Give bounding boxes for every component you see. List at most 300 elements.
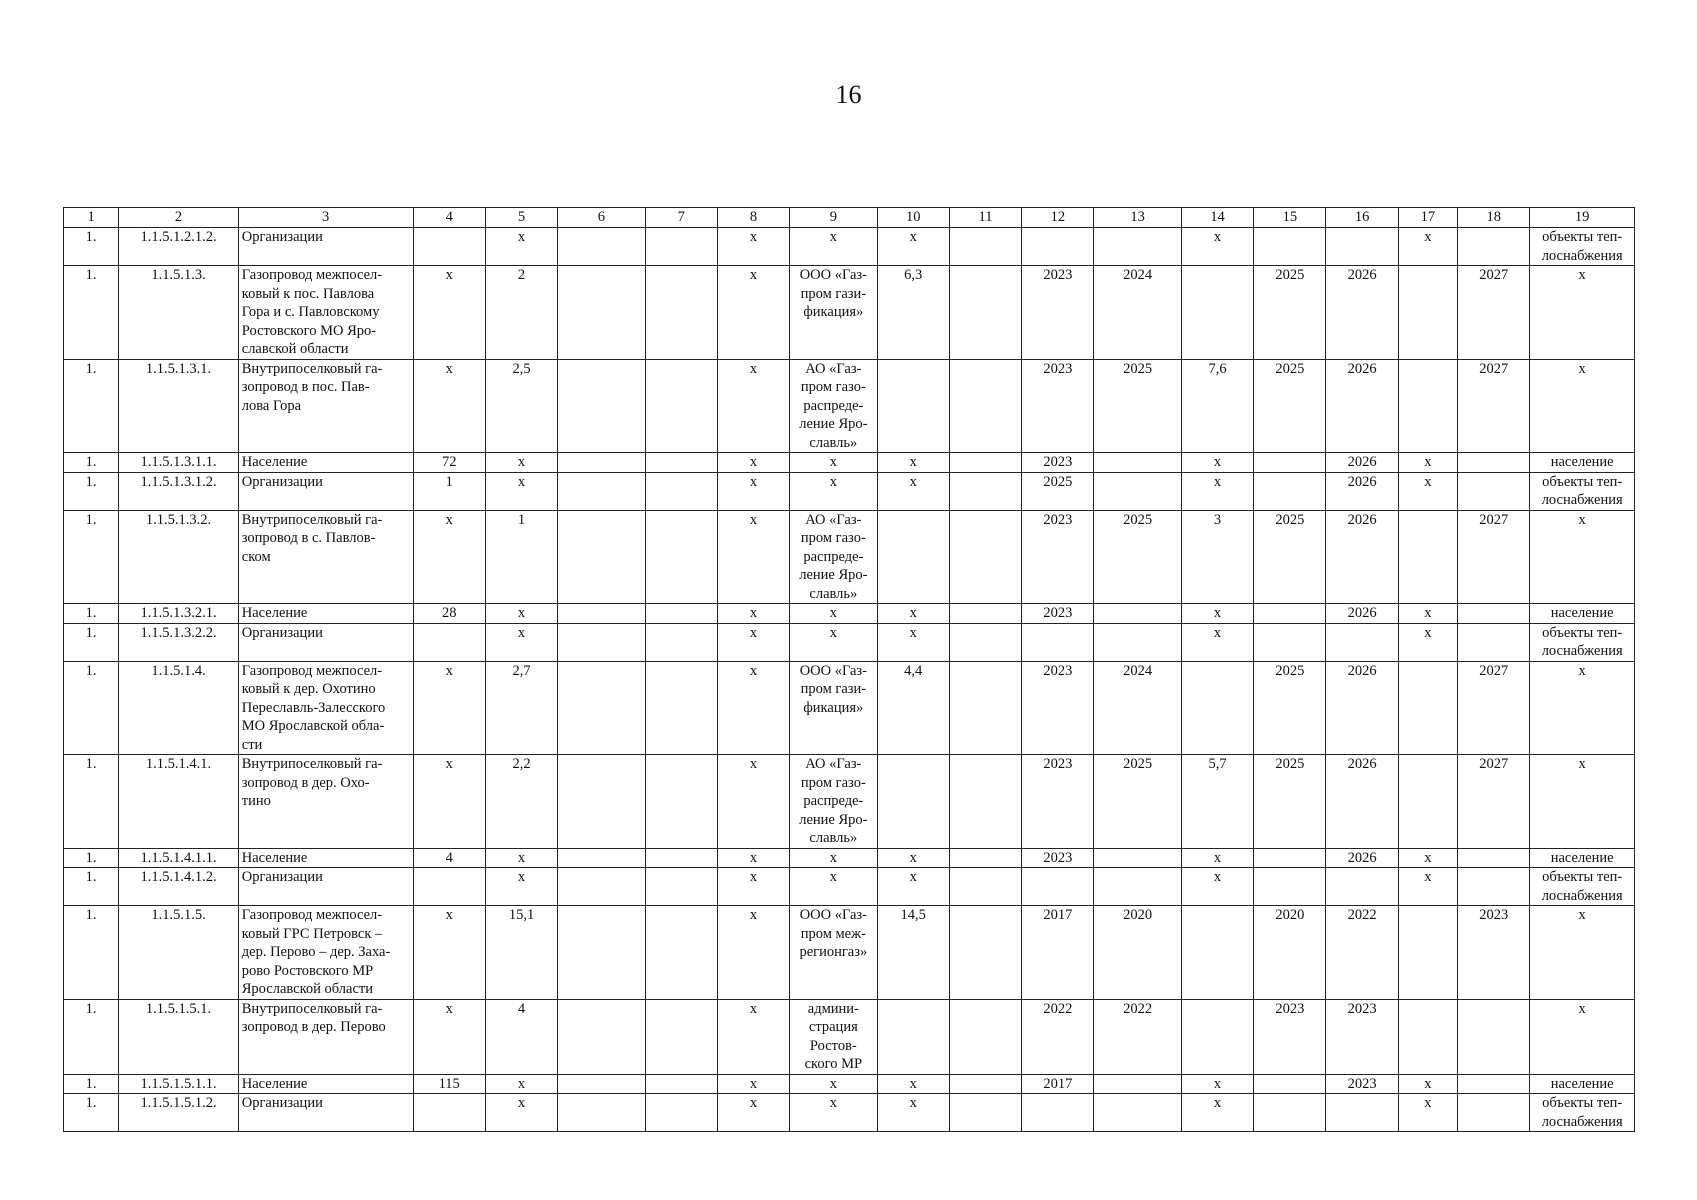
column-header: 1 [64, 208, 119, 228]
table-cell [645, 848, 717, 868]
table-cell [1458, 623, 1530, 661]
table-cell: 2025 [1254, 266, 1326, 360]
table-cell: Организации [238, 228, 413, 266]
column-header: 14 [1181, 208, 1253, 228]
table-cell [949, 848, 1021, 868]
table-cell: х [485, 453, 557, 473]
table-cell: х [790, 868, 877, 906]
table-row [64, 510, 1635, 604]
table-cell [645, 510, 717, 604]
table-cell [558, 868, 645, 906]
table-cell [645, 661, 717, 755]
table-cell: 1. [64, 228, 119, 266]
table-cell: х [717, 1074, 789, 1094]
table-cell [1398, 755, 1457, 849]
table-cell: 1. [64, 906, 119, 1000]
table-cell: 1. [64, 1074, 119, 1094]
table-row [64, 661, 1635, 755]
table-cell: 1 [413, 472, 485, 510]
table-cell [1094, 623, 1181, 661]
table-row [64, 266, 1635, 360]
table-cell: 1.1.5.1.4. [119, 661, 239, 755]
table-cell [949, 906, 1021, 1000]
table-cell: 2025 [1094, 510, 1181, 604]
table-cell: 4,4 [877, 661, 949, 755]
table-cell: 2026 [1326, 604, 1398, 624]
table-cell: Население [238, 604, 413, 624]
table-cell [558, 661, 645, 755]
table-cell: админи- страция Ростов- ского МР [790, 999, 877, 1074]
table-cell [1094, 1094, 1181, 1132]
table-cell: х [485, 848, 557, 868]
table-cell: х [1181, 453, 1253, 473]
table-cell: 72 [413, 453, 485, 473]
table-cell: х [1398, 848, 1457, 868]
table-cell: 2023 [1022, 266, 1094, 360]
table-cell: 1.1.5.1.4.1.1. [119, 848, 239, 868]
data-table [63, 207, 1635, 1132]
table-cell [1458, 1074, 1530, 1094]
table-cell: х [1181, 1074, 1253, 1094]
table-cell: х [717, 623, 789, 661]
table-cell [1398, 661, 1457, 755]
table-cell [558, 453, 645, 473]
table-cell: х [1398, 604, 1457, 624]
table-cell: ООО «Газ- пром меж- регионгаз» [790, 906, 877, 1000]
table-cell [949, 510, 1021, 604]
table-cell: х [1181, 228, 1253, 266]
table-cell: 1. [64, 755, 119, 849]
table-cell [1326, 623, 1398, 661]
table-cell: 2027 [1458, 359, 1530, 453]
header-row [64, 208, 1635, 228]
table-cell [1458, 604, 1530, 624]
table-cell: х [413, 266, 485, 360]
table-cell [1094, 472, 1181, 510]
table-cell: х [790, 623, 877, 661]
table-cell [1326, 868, 1398, 906]
table-cell: Внутрипоселковый га- зопровод в пос. Пав- лова Гора [238, 359, 413, 453]
table-cell: х [1530, 266, 1635, 360]
table-cell: х [485, 472, 557, 510]
table-cell: 2023 [1022, 510, 1094, 604]
table-cell: 1.1.5.1.4.1.2. [119, 868, 239, 906]
table-cell: 2023 [1022, 755, 1094, 849]
table-cell: Организации [238, 472, 413, 510]
table-cell: 15,1 [485, 906, 557, 1000]
table-cell: Газопровод межпосел- ковый ГРС Петровск – дер. Перово – дер. Заха- рово Ростовского МР Ярославской области [238, 906, 413, 1000]
table-cell: 2026 [1326, 661, 1398, 755]
table-cell: 2027 [1458, 755, 1530, 849]
table-row [64, 1074, 1635, 1094]
table-cell: Внутрипоселковый га- зопровод в дер. Перово [238, 999, 413, 1074]
table-cell: х [877, 1094, 949, 1132]
table-cell: 1.1.5.1.5. [119, 906, 239, 1000]
table-cell: 2025 [1254, 510, 1326, 604]
table-cell: население [1530, 604, 1635, 624]
table-cell: 3 [1181, 510, 1253, 604]
table-cell: 2023 [1254, 999, 1326, 1074]
table-cell [877, 510, 949, 604]
page-number: 16 [835, 80, 862, 109]
table-cell: х [1530, 359, 1635, 453]
table-cell: х [413, 906, 485, 1000]
table-cell: х [717, 266, 789, 360]
table-cell [1326, 228, 1398, 266]
column-header: 4 [413, 208, 485, 228]
table-cell [949, 999, 1021, 1074]
table-cell: х [717, 510, 789, 604]
column-header: 11 [949, 208, 1021, 228]
table-cell [1022, 228, 1094, 266]
column-header: 7 [645, 208, 717, 228]
table-cell [558, 472, 645, 510]
table-cell: х [413, 755, 485, 849]
table-cell: х [877, 848, 949, 868]
table-cell: 2024 [1094, 661, 1181, 755]
table-cell: 1.1.5.1.4.1. [119, 755, 239, 849]
table-cell [1094, 1074, 1181, 1094]
table-cell [1458, 453, 1530, 473]
column-header: 17 [1398, 208, 1457, 228]
table-cell: х [413, 661, 485, 755]
table-cell: ООО «Газ- пром гази- фикация» [790, 661, 877, 755]
column-header: 6 [558, 208, 645, 228]
table-cell: Население [238, 848, 413, 868]
table-cell: х [717, 661, 789, 755]
table-cell: 1. [64, 604, 119, 624]
table-cell: 1. [64, 848, 119, 868]
table-cell: х [1530, 906, 1635, 1000]
table-cell: 1.1.5.1.2.1.2. [119, 228, 239, 266]
table-cell: 1. [64, 453, 119, 473]
table-cell: х [1181, 1094, 1253, 1132]
table-cell [1022, 868, 1094, 906]
table-cell: х [485, 228, 557, 266]
table-cell: 1. [64, 359, 119, 453]
table-cell [558, 266, 645, 360]
table-cell: 2027 [1458, 661, 1530, 755]
table-cell: х [717, 604, 789, 624]
table-cell [1458, 1094, 1530, 1132]
table-cell [558, 1074, 645, 1094]
table-cell: х [1530, 510, 1635, 604]
table-cell: АО «Газ- пром газо- распреде- ление Яро- славль» [790, 755, 877, 849]
table-row [64, 906, 1635, 1000]
table-cell [1398, 510, 1457, 604]
table-cell: х [790, 472, 877, 510]
table-cell [949, 359, 1021, 453]
table-cell: 7,6 [1181, 359, 1253, 453]
table-cell [1254, 623, 1326, 661]
table-cell [1254, 604, 1326, 624]
table-cell [1181, 999, 1253, 1074]
table-cell: х [717, 228, 789, 266]
table-cell [1254, 1074, 1326, 1094]
table-cell: АО «Газ- пром газо- распреде- ление Яро- славль» [790, 510, 877, 604]
table-cell [1398, 359, 1457, 453]
table-row [64, 1094, 1635, 1132]
table-cell: 2026 [1326, 472, 1398, 510]
table-cell [877, 755, 949, 849]
column-header: 12 [1022, 208, 1094, 228]
table-cell: х [485, 1094, 557, 1132]
table-cell: 1 [485, 510, 557, 604]
table-cell [645, 604, 717, 624]
table-cell: население [1530, 453, 1635, 473]
table-cell: х [717, 453, 789, 473]
table-cell: х [1530, 999, 1635, 1074]
table-cell: население [1530, 1074, 1635, 1094]
table-cell [877, 359, 949, 453]
table-cell [1181, 906, 1253, 1000]
table-cell: объекты теп- лоснабжения [1530, 228, 1635, 266]
table-cell [949, 623, 1021, 661]
column-header: 2 [119, 208, 239, 228]
table-cell: х [877, 472, 949, 510]
table-cell: х [1530, 661, 1635, 755]
column-header: 18 [1458, 208, 1530, 228]
table-cell: 2023 [1022, 453, 1094, 473]
table-cell: 2024 [1094, 266, 1181, 360]
table-cell: 1.1.5.1.3.2. [119, 510, 239, 604]
table-cell: х [1398, 228, 1457, 266]
table-cell [558, 999, 645, 1074]
table-cell: 6,3 [877, 266, 949, 360]
table-cell: х [1398, 868, 1457, 906]
table-cell: 2027 [1458, 510, 1530, 604]
table-cell: х [1181, 848, 1253, 868]
table-cell: 5,7 [1181, 755, 1253, 849]
table-cell [1458, 228, 1530, 266]
table-cell [413, 868, 485, 906]
table-cell [949, 1094, 1021, 1132]
table-cell: х [1181, 604, 1253, 624]
table-cell: х [485, 623, 557, 661]
table-cell: х [877, 623, 949, 661]
table-cell: х [1398, 1094, 1457, 1132]
table-cell: 1.1.5.1.3. [119, 266, 239, 360]
table-row [64, 868, 1635, 906]
table-cell: 2026 [1326, 453, 1398, 473]
table-cell: х [717, 755, 789, 849]
table-cell: х [1398, 472, 1457, 510]
table-cell [1458, 868, 1530, 906]
table-cell [1254, 472, 1326, 510]
table-cell: 2026 [1326, 359, 1398, 453]
table-cell: ООО «Газ- пром гази- фикация» [790, 266, 877, 360]
table-cell [645, 1094, 717, 1132]
table-cell: 1.1.5.1.3.1.1. [119, 453, 239, 473]
table-cell: 2,7 [485, 661, 557, 755]
table-cell: х [413, 999, 485, 1074]
table-cell [1398, 906, 1457, 1000]
table-row [64, 999, 1635, 1074]
table-cell [949, 472, 1021, 510]
table-cell: 1.1.5.1.5.1.2. [119, 1094, 239, 1132]
table-cell: х [717, 999, 789, 1074]
table-cell: х [877, 868, 949, 906]
table-cell: х [717, 848, 789, 868]
table-cell: 1. [64, 266, 119, 360]
table-cell [645, 266, 717, 360]
table-cell: 28 [413, 604, 485, 624]
table-cell: Население [238, 1074, 413, 1094]
table-cell: х [485, 604, 557, 624]
table-cell: х [413, 359, 485, 453]
table-cell: х [1398, 1074, 1457, 1094]
table-cell: х [877, 228, 949, 266]
table-cell [1254, 868, 1326, 906]
column-header: 13 [1094, 208, 1181, 228]
table-cell: х [1398, 453, 1457, 473]
table-cell: 2025 [1094, 359, 1181, 453]
table-row [64, 848, 1635, 868]
table-cell: 1.1.5.1.3.2.2. [119, 623, 239, 661]
table-cell [1326, 1094, 1398, 1132]
table-row [64, 755, 1635, 849]
table-cell: 1.1.5.1.3.1.2. [119, 472, 239, 510]
table-cell: 1. [64, 661, 119, 755]
table-cell [558, 359, 645, 453]
table-row [64, 228, 1635, 266]
column-header: 8 [717, 208, 789, 228]
table-cell: 1.1.5.1.3.2.1. [119, 604, 239, 624]
table-cell [1458, 848, 1530, 868]
table-cell: х [485, 868, 557, 906]
table-cell [1094, 228, 1181, 266]
table-cell: 2023 [1458, 906, 1530, 1000]
table-cell: х [1181, 623, 1253, 661]
table-cell: х [717, 1094, 789, 1132]
table-cell: 115 [413, 1074, 485, 1094]
table-cell [949, 266, 1021, 360]
table-cell [645, 359, 717, 453]
table-cell: 1. [64, 510, 119, 604]
table-cell: х [717, 906, 789, 1000]
table-cell: 2026 [1326, 848, 1398, 868]
table-cell: х [877, 604, 949, 624]
table-cell [949, 1074, 1021, 1094]
table-cell: 14,5 [877, 906, 949, 1000]
table-cell: Внутрипоселковый га- зопровод в дер. Охо- тино [238, 755, 413, 849]
table-cell: 2026 [1326, 266, 1398, 360]
table-cell: х [1181, 472, 1253, 510]
table-cell [949, 453, 1021, 473]
table-cell [949, 228, 1021, 266]
table-cell: х [790, 1094, 877, 1132]
table-cell [949, 755, 1021, 849]
table-cell [558, 228, 645, 266]
table-cell: х [790, 604, 877, 624]
table-cell: 2027 [1458, 266, 1530, 360]
table-cell: 2022 [1326, 906, 1398, 1000]
table-cell: 2023 [1022, 661, 1094, 755]
table-cell: 1. [64, 1094, 119, 1132]
table-cell: 2,5 [485, 359, 557, 453]
table-cell [558, 1094, 645, 1132]
table-cell: 2023 [1326, 999, 1398, 1074]
table-row [64, 623, 1635, 661]
table-cell: Организации [238, 1094, 413, 1132]
table-cell [1458, 999, 1530, 1074]
table-cell: х [790, 228, 877, 266]
table-cell [558, 906, 645, 1000]
table-cell [413, 623, 485, 661]
table-cell: население [1530, 848, 1635, 868]
table-cell: 1.1.5.1.3.1. [119, 359, 239, 453]
table-row [64, 472, 1635, 510]
table-cell [645, 453, 717, 473]
table-cell: 2026 [1326, 510, 1398, 604]
table-cell: 2025 [1254, 359, 1326, 453]
table-cell: 2025 [1022, 472, 1094, 510]
column-header: 3 [238, 208, 413, 228]
table-cell [1398, 266, 1457, 360]
table-cell: 2025 [1094, 755, 1181, 849]
table-cell [1094, 453, 1181, 473]
table-cell: х [1398, 623, 1457, 661]
table-cell: объекты теп- лоснабжения [1530, 472, 1635, 510]
table-cell [1254, 848, 1326, 868]
table-cell: х [717, 868, 789, 906]
column-header: 19 [1530, 208, 1635, 228]
table-cell: х [717, 472, 789, 510]
table-cell [949, 868, 1021, 906]
table-cell [1094, 868, 1181, 906]
table-cell: 2026 [1326, 755, 1398, 849]
table-cell: Газопровод межпосел- ковый к дер. Охотино Переславль-Залесского МО Ярославской обла- сти [238, 661, 413, 755]
table-cell: х [1530, 755, 1635, 849]
table-cell [558, 848, 645, 868]
table-cell [645, 868, 717, 906]
table-cell: 2 [485, 266, 557, 360]
table-cell: 2022 [1094, 999, 1181, 1074]
table-cell: АО «Газ- пром газо- распреде- ление Яро- славль» [790, 359, 877, 453]
table-cell: х [717, 359, 789, 453]
table-row [64, 359, 1635, 453]
table-cell [558, 510, 645, 604]
table-cell: 1. [64, 868, 119, 906]
table-cell: 2023 [1022, 604, 1094, 624]
table-cell [645, 228, 717, 266]
table-cell [1254, 453, 1326, 473]
table-cell: 1. [64, 623, 119, 661]
table-cell: 2025 [1254, 755, 1326, 849]
table-cell: х [877, 1074, 949, 1094]
table-cell: х [790, 1074, 877, 1094]
table-cell: 2023 [1022, 359, 1094, 453]
table-row [64, 453, 1635, 473]
table-cell [1181, 661, 1253, 755]
table-row [64, 604, 1635, 624]
table-cell [1022, 623, 1094, 661]
table-cell: Газопровод межпосел- ковый к пос. Павлова Гора и с. Павловскому Ростовского МО Яро- славской области [238, 266, 413, 360]
table-cell [558, 755, 645, 849]
table-cell: 2017 [1022, 1074, 1094, 1094]
table-cell: 2,2 [485, 755, 557, 849]
column-header: 15 [1254, 208, 1326, 228]
table-cell: 1.1.5.1.5.1. [119, 999, 239, 1074]
table-cell: 1. [64, 999, 119, 1074]
table-cell: х [790, 453, 877, 473]
table-cell [1181, 266, 1253, 360]
table-cell: 2023 [1326, 1074, 1398, 1094]
table-cell [645, 623, 717, 661]
table-cell: х [413, 510, 485, 604]
table-cell [645, 999, 717, 1074]
column-header: 5 [485, 208, 557, 228]
